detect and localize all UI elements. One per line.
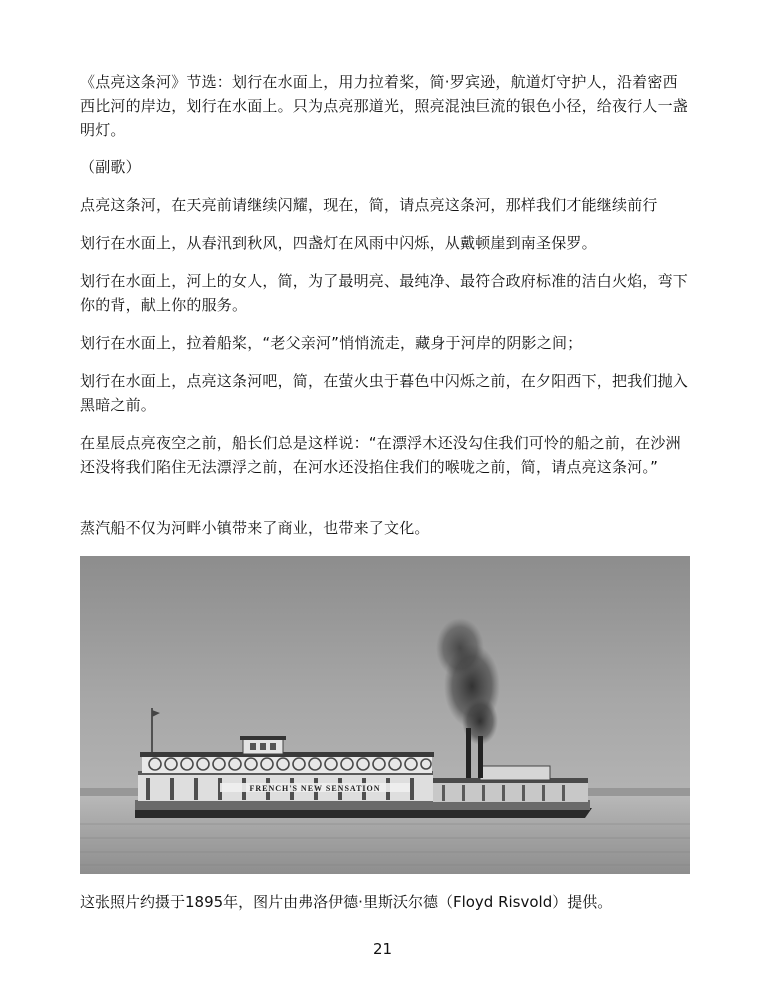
ship-name-lettering: FRENCH'S NEW SENSATION — [249, 784, 381, 793]
paragraph-chorus-label: （副歌） — [80, 158, 141, 176]
paragraph-excerpt: 《点亮这条河》节选：划行在水面上，用力拉着桨，简·罗宾逊，航道灯守护人，沿着密西西比河的岸边，划行在水面上。只为点亮那道光，照亮混浊巨流的银色小径，给夜行人一盏明灯。 — [80, 73, 689, 139]
paragraph-steamboat: 蒸汽船不仅为河畔小镇带来了商业，也带来了文化。 — [80, 519, 430, 537]
paragraph-chorus: 点亮这条河，在天亮前请继续闪耀，现在，简，请点亮这条河，那样我们才能继续前行 — [80, 196, 658, 214]
paragraph-verse-3: 划行在水面上，拉着船桨，“老父亲河”悄悄流走，藏身于河岸的阴影之间； — [80, 334, 583, 352]
paragraph-verse-2: 划行在水面上，河上的女人，简，为了最明亮、最纯净、最符合政府标准的洁白火焰，弯下你的背，献上你的服务。 — [80, 272, 689, 314]
paragraph-verse-4: 划行在水面上，点亮这条河吧，简，在萤火虫于暮色中闪烁之前，在夕阳西下，把我们抛入黑暗之前。 — [80, 372, 689, 414]
paragraph-captains: 在星辰点亮夜空之前，船长们总是这样说：“在漂浮木还没勾住我们可怜的船之前，在沙洲还没将我们陷住无法漂浮之前，在河水还没掐住我们的喉咙之前，简，请点亮这条河。” — [80, 434, 681, 476]
paragraph-verse-1: 划行在水面上，从春汛到秋风，四盏灯在风雨中闪烁，从戴顿崖到南圣保罗。 — [80, 234, 597, 252]
steamboat-photo — [80, 556, 690, 874]
page-number: 21 — [372, 940, 393, 958]
photo-caption: 这张照片约摄于1895年，图片由弗洛伊德·里斯沃尔德（Floyd Risvold）提供。 — [80, 893, 613, 911]
